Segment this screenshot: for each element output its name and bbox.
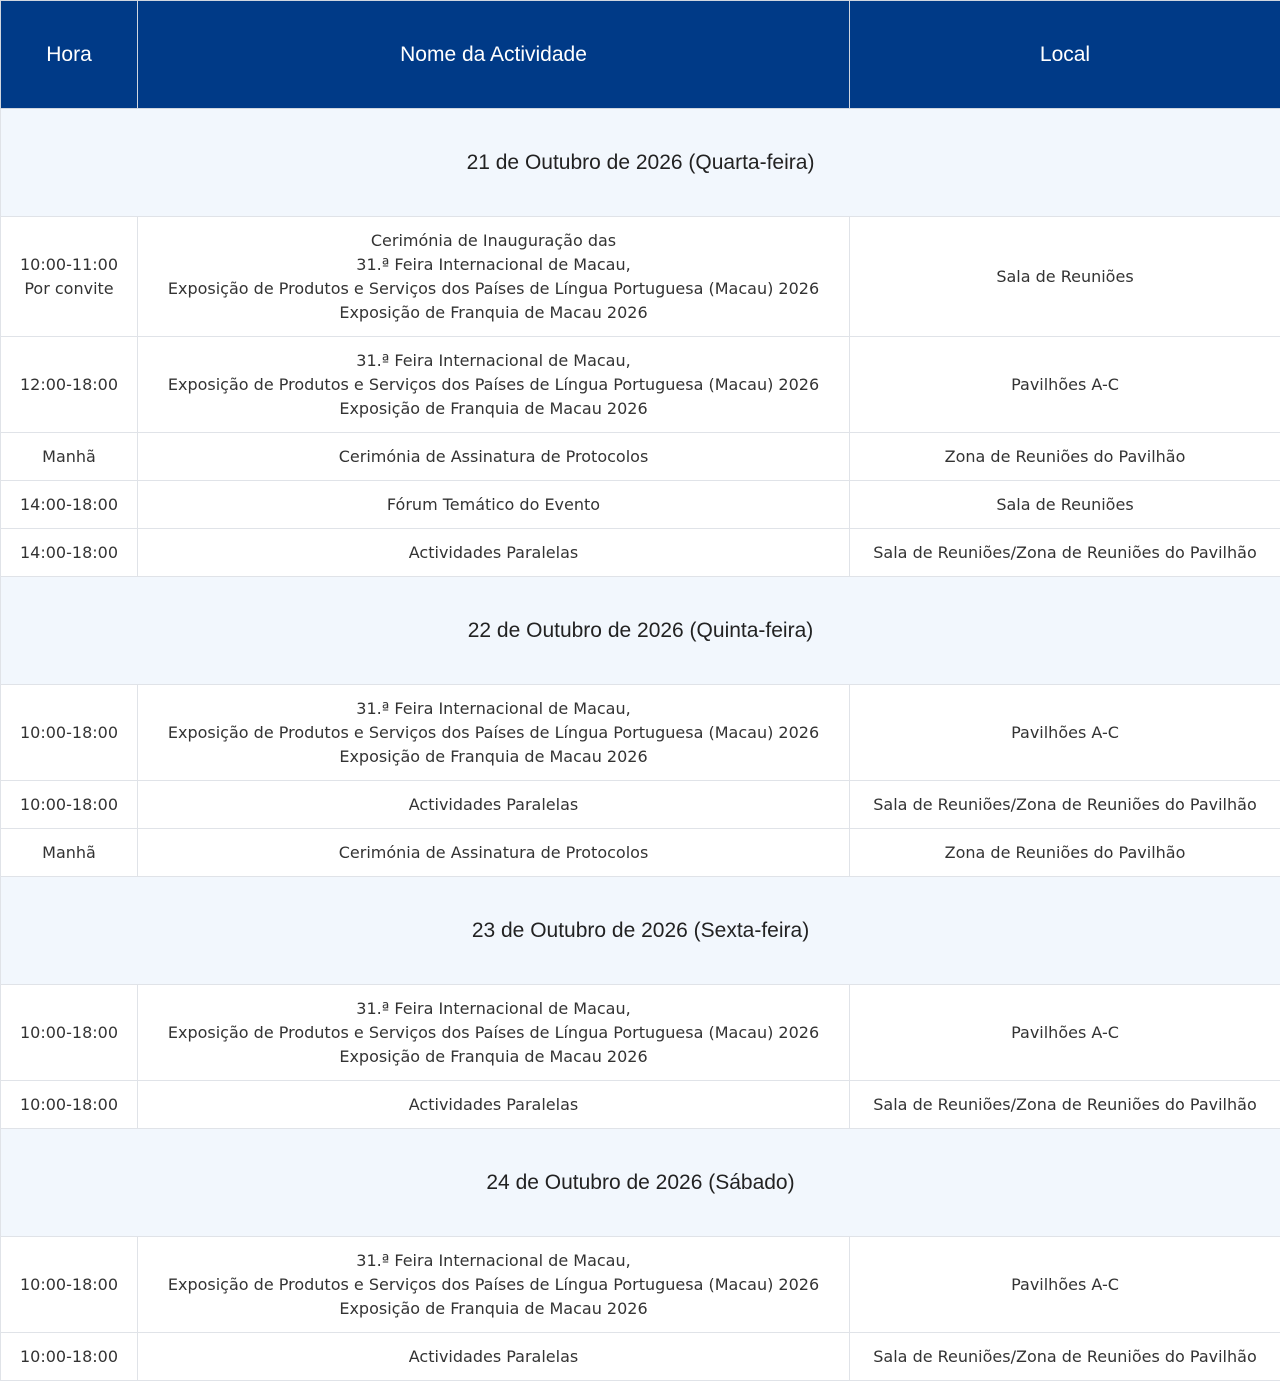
cell-hora — [1, 829, 138, 877]
cell-nome — [138, 685, 850, 781]
cell-nome-line: Cerimónia de Assinatura de Protocolos — [338, 842, 649, 862]
cell-nome-line: Cerimónia de Inauguração das — [370, 230, 617, 250]
cell-nome-line: Fórum Temático do Evento — [386, 494, 601, 514]
table-row — [1, 1237, 1280, 1333]
cell-nome — [138, 781, 850, 829]
cell-hora-line: 10:00-18:00 — [20, 1346, 118, 1366]
cell-nome-line: 31.ª Feira Internacional de Macau, — [356, 254, 631, 274]
cell-hora-line: Manhã — [42, 446, 96, 466]
cell-hora-line: Manhã — [42, 842, 96, 862]
cell-nome-line: Actividades Paralelas — [408, 1094, 579, 1114]
cell-hora — [1, 529, 138, 577]
cell-hora-line: Por convite — [24, 278, 114, 298]
day-title: 23 de Outubro de 2026 (Sexta-feira) — [1, 877, 1280, 985]
header-hora: Hora — [1, 1, 138, 109]
cell-nome-line: Actividades Paralelas — [408, 794, 579, 814]
cell-nome-line: 31.ª Feira Internacional de Macau, — [356, 350, 631, 370]
cell-nome-line: Actividades Paralelas — [408, 542, 579, 562]
cell-local: Zona de Reuniões do Pavilhão — [850, 829, 1280, 877]
table-row — [1, 985, 1280, 1081]
table-row — [1, 781, 1280, 829]
cell-local: Sala de Reuniões — [850, 481, 1280, 529]
cell-nome — [138, 1081, 850, 1129]
table-row — [1, 1333, 1280, 1381]
table-header-row — [1, 1, 1280, 109]
cell-hora — [1, 337, 138, 433]
cell-local: Sala de Reuniões — [850, 217, 1280, 337]
cell-hora-line: 10:00-18:00 — [20, 1022, 118, 1042]
cell-hora-line: 10:00-18:00 — [20, 1094, 118, 1114]
cell-nome — [138, 1333, 850, 1381]
table-row — [1, 433, 1280, 481]
header-nome: Nome da Actividade — [138, 1, 850, 109]
schedule-body — [1, 109, 1280, 1381]
cell-hora — [1, 481, 138, 529]
cell-hora — [1, 1081, 138, 1129]
table-row — [1, 337, 1280, 433]
day-title: 24 de Outubro de 2026 (Sábado) — [1, 1129, 1280, 1237]
cell-hora — [1, 1237, 138, 1333]
cell-nome — [138, 985, 850, 1081]
cell-hora-line: 14:00-18:00 — [20, 542, 118, 562]
table-row — [1, 481, 1280, 529]
cell-nome-line: Exposição de Franquia de Macau 2026 — [339, 398, 648, 418]
cell-nome-line: Exposição de Franquia de Macau 2026 — [339, 302, 648, 322]
header-local: Local — [850, 1, 1280, 109]
cell-local: Sala de Reuniões/Zona de Reuniões do Pavilhão — [850, 781, 1280, 829]
cell-nome — [138, 829, 850, 877]
day-title: 21 de Outubro de 2026 (Quarta-feira) — [1, 109, 1280, 217]
cell-local: Sala de Reuniões/Zona de Reuniões do Pavilhão — [850, 1081, 1280, 1129]
day-title: 22 de Outubro de 2026 (Quinta-feira) — [1, 577, 1280, 685]
cell-local: Pavilhões A-C — [850, 985, 1280, 1081]
cell-hora-line: 10:00-11:00 — [20, 254, 118, 274]
cell-nome — [138, 529, 850, 577]
table-row — [1, 829, 1280, 877]
cell-nome-line: 31.ª Feira Internacional de Macau, — [356, 698, 631, 718]
cell-nome-line: 31.ª Feira Internacional de Macau, — [356, 998, 631, 1018]
cell-local: Pavilhões A-C — [850, 337, 1280, 433]
cell-hora-line: 12:00-18:00 — [20, 374, 118, 394]
cell-local: Pavilhões A-C — [850, 1237, 1280, 1333]
cell-nome-line: Exposição de Produtos e Serviços dos Países de Língua Portuguesa (Macau) 2026 — [167, 374, 820, 394]
cell-nome-line: 31.ª Feira Internacional de Macau, — [356, 1250, 631, 1270]
cell-nome — [138, 217, 850, 337]
cell-hora — [1, 1333, 138, 1381]
day-header-row — [1, 109, 1280, 217]
day-header-row — [1, 577, 1280, 685]
table-row — [1, 529, 1280, 577]
cell-local: Sala de Reuniões/Zona de Reuniões do Pavilhão — [850, 529, 1280, 577]
cell-local: Pavilhões A-C — [850, 685, 1280, 781]
cell-nome-line: Exposição de Produtos e Serviços dos Países de Língua Portuguesa (Macau) 2026 — [167, 1022, 820, 1042]
cell-hora — [1, 433, 138, 481]
cell-local: Sala de Reuniões/Zona de Reuniões do Pavilhão — [850, 1333, 1280, 1381]
cell-hora — [1, 985, 138, 1081]
cell-nome-line: Exposição de Produtos e Serviços dos Países de Língua Portuguesa (Macau) 2026 — [167, 1274, 820, 1294]
day-header-row — [1, 1129, 1280, 1237]
cell-nome-line: Exposição de Franquia de Macau 2026 — [339, 1046, 648, 1066]
day-header-row — [1, 877, 1280, 985]
cell-nome-line: Exposição de Produtos e Serviços dos Países de Língua Portuguesa (Macau) 2026 — [167, 722, 820, 742]
cell-nome-line: Exposição de Franquia de Macau 2026 — [339, 1298, 648, 1318]
table-row — [1, 1081, 1280, 1129]
cell-hora — [1, 685, 138, 781]
cell-nome — [138, 337, 850, 433]
cell-nome — [138, 433, 850, 481]
cell-local: Zona de Reuniões do Pavilhão — [850, 433, 1280, 481]
cell-hora-line: 14:00-18:00 — [20, 494, 118, 514]
cell-nome-line: Actividades Paralelas — [408, 1346, 579, 1366]
cell-hora-line: 10:00-18:00 — [20, 794, 118, 814]
cell-hora — [1, 781, 138, 829]
cell-hora-line: 10:00-18:00 — [20, 1274, 118, 1294]
cell-hora-line: 10:00-18:00 — [20, 722, 118, 742]
cell-hora — [1, 217, 138, 337]
cell-nome-line: Cerimónia de Assinatura de Protocolos — [338, 446, 649, 466]
cell-nome-line: Exposição de Franquia de Macau 2026 — [339, 746, 648, 766]
table-row — [1, 685, 1280, 781]
table-row — [1, 217, 1280, 337]
cell-nome — [138, 1237, 850, 1333]
cell-nome-line: Exposição de Produtos e Serviços dos Países de Língua Portuguesa (Macau) 2026 — [167, 278, 820, 298]
cell-nome — [138, 481, 850, 529]
